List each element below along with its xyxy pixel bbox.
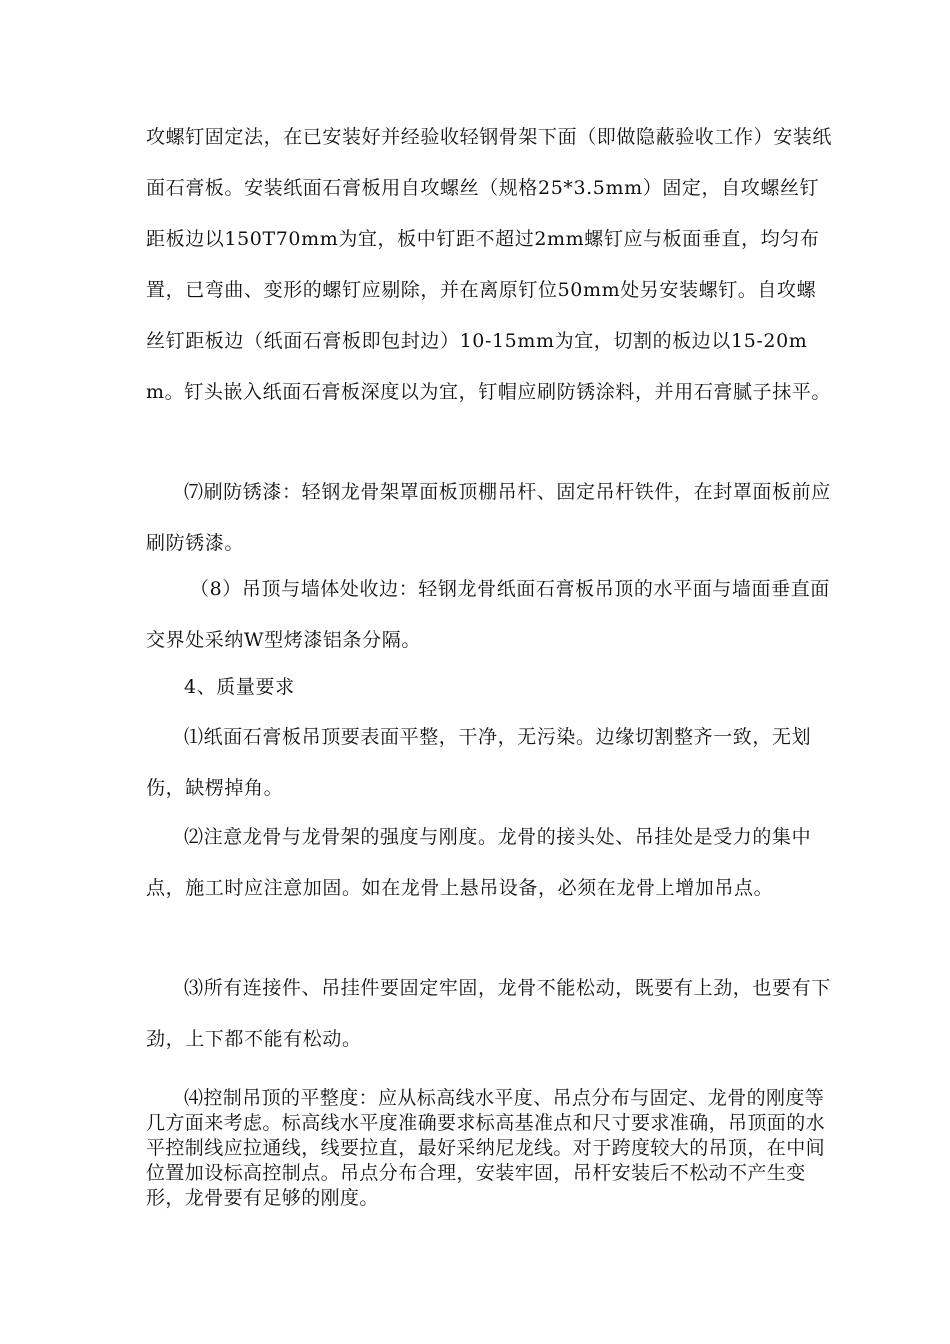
paragraph-screw-fixing: 攻螺钉固定法，在已安装好并经验收轻钢骨架下面（即做隐蔽验收工作）安装纸面石膏板。安装纸面石膏板用自攻螺丝（规格25*3.5mm）固定，自攻螺丝钉距板边以150T70mm为宜，板中钉距不超过2mm螺钉应与板面垂直，均匀布置，已弯曲、变形的螺钉应剔除，并在离原钉位50mm处另安装螺钉。自攻螺丝钉距板边（纸面石膏板即包封边）10-15mm为宜，切割的板边以15-20mm。钉头嵌入纸面石膏板深度以为宜，钉帽应刷防锈涂料，并用石膏腻子抹平。	[146, 126, 833, 403]
paragraph-quality-4: ⑷控制吊顶的平整度：应从标高线水平度、吊点分布与固定、龙骨的刚度等几方面来考虑。标高线水平度准确要求标高基准点和尺寸要求准确，吊顶面的水平控制线应拉通线，线要拉直，最好采纳尼龙线。对于跨度较大的吊顶，在中间位置加设标高控制点。吊点分布合理，安装牢固，吊杆安装后不松动不产生变形，龙骨要有足够的刚度。	[146, 1087, 826, 1209]
paragraph-wall-edging: （8）吊顶与墙体处收边：轻钢龙骨纸面石膏板吊顶的水平面与墙面垂直面交界处采纳W型烤漆铝条分隔。	[146, 578, 830, 651]
section-heading-quality: 4、质量要求	[184, 676, 295, 698]
paragraph-quality-3: ⑶所有连接件、吊挂件要固定牢固，龙骨不能松动，既要有上劲，也要有下劲，上下都不能有松动。	[146, 977, 831, 1050]
paragraph-quality-1: ⑴纸面石膏板吊顶要表面平整，干净，无污染。边缘切割整齐一致，无划伤，缺楞掉角。	[146, 726, 812, 799]
paragraph-anti-rust-paint: ⑺刷防锈漆：轻钢龙骨架罩面板顶棚吊杆、固定吊杆铁件，在封罩面板前应刷防锈漆。	[146, 481, 831, 554]
paragraph-quality-2: ⑵注意龙骨与龙骨架的强度与刚度。龙骨的接头处、吊挂处是受力的集中点，施工时应注意加固。如在龙骨上悬吊设备，必须在龙骨上增加吊点。	[146, 826, 812, 899]
